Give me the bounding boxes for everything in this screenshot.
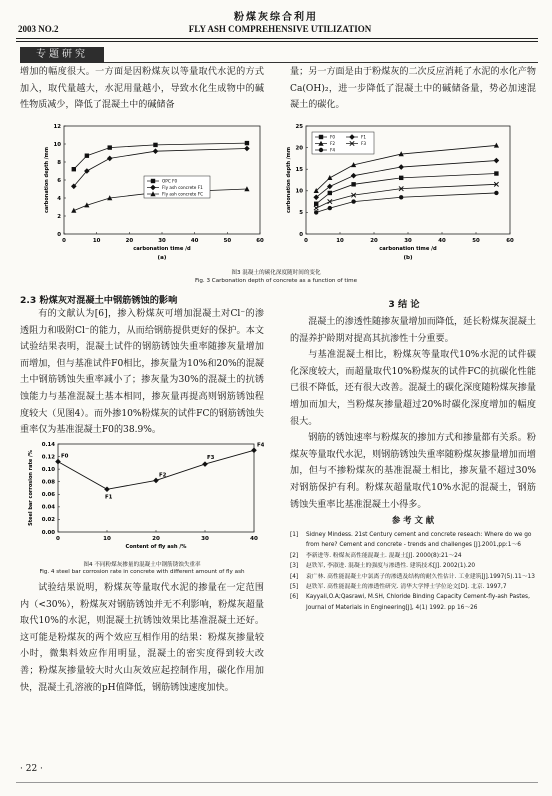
series-line xyxy=(316,161,496,198)
point-label: F2 xyxy=(159,472,167,479)
legend-marker xyxy=(151,179,155,183)
data-point xyxy=(85,154,89,158)
legend-label: OPC F0 xyxy=(162,178,178,184)
footer-rule xyxy=(16,782,538,783)
data-point xyxy=(494,143,499,148)
y-tick-label: 0.12 xyxy=(41,454,55,461)
series-line xyxy=(74,143,247,169)
data-point xyxy=(153,478,159,484)
point-label: F0 xyxy=(61,453,69,460)
references-list xyxy=(290,530,536,613)
legend-label: F3 xyxy=(361,141,367,147)
reference-number: [5] xyxy=(290,584,299,591)
y-tick-label: 0 xyxy=(57,231,61,238)
reference-number: [4] xyxy=(290,573,299,580)
reference-item xyxy=(290,592,536,613)
fig3b-chart xyxy=(282,118,518,266)
y-tick-label: 10 xyxy=(295,188,303,195)
y-tick-label: 25 xyxy=(295,123,303,130)
legend-marker xyxy=(319,148,323,152)
section-3-heading: 3 结 论 xyxy=(388,299,420,310)
data-point xyxy=(72,167,76,171)
data-point xyxy=(351,182,355,186)
conclusions-body: 混凝土的渗透性随掺灰量增加而降低，延长粉煤灰混凝土的湿养护龄期对提高其抗渗性十分重要。 与基准混凝土相比，粉煤灰等量取代10%水泥的试件碳化深度较大，而超量取代10%粉煤灰的试件FC的抗碳化性能已很不降低，还有很大改善。混凝土的碳化深度随粉煤灰掺量增加而加大，当粉煤灰掺量超过20%时碳化深度增加的幅度很大。 钢筋的锈蚀速率与粉煤灰的掺加方式和掺量都有关系。粉煤灰等量取代水泥，则钢筋锈蚀失重率随粉煤灰掺量增加而增加，但与不掺粉煤灰的基准混凝土相比，掺灰量不超过30%对钢筋保护有利。粉煤灰超量取代10%水泥的混凝土，钢筋锈蚀失重率比基准混凝土小得多。 xyxy=(290,317,536,510)
data-point xyxy=(314,210,318,214)
legend-label: F0 xyxy=(330,134,336,140)
y-tick-label: 2 xyxy=(57,213,61,220)
panel-label: (a) xyxy=(157,255,167,261)
y-tick-label: 0.14 xyxy=(41,441,55,448)
fig3a-chart xyxy=(40,118,268,266)
y-axis-label: Steel bar corrosion rate /% xyxy=(28,450,34,526)
data-point xyxy=(399,195,403,199)
data-point xyxy=(399,176,403,180)
x-tick-label: 0 xyxy=(304,238,308,244)
fig4-chart xyxy=(18,438,264,556)
fig4-caption-en: Fig. 4 steel bar corrosion rate in concrete with different amount of fly ash xyxy=(39,569,245,575)
reference-text: Sidney Mindess. 21st Century cement and concrete reseach: Where do we go from here? Cement and concrete - trends and challenges [J].2001,pp:1～6 xyxy=(306,532,532,549)
data-point xyxy=(55,459,61,465)
data-point xyxy=(494,158,500,164)
x-tick-label: 40 xyxy=(250,536,258,542)
data-point xyxy=(314,206,318,210)
y-tick-label: 0.04 xyxy=(41,504,55,511)
panel-label: (b) xyxy=(403,255,413,261)
data-point xyxy=(328,206,332,210)
y-tick-label: 10 xyxy=(53,141,61,148)
reference-number: [1] xyxy=(290,532,299,538)
x-tick-label: 20 xyxy=(370,238,378,244)
y-tick-label: 12 xyxy=(53,123,61,130)
point-label: F3 xyxy=(207,455,215,462)
reference-item xyxy=(290,530,536,551)
y-tick-label: 0.00 xyxy=(41,529,55,536)
page-number: · 22 · xyxy=(20,764,43,774)
point-label: F1 xyxy=(105,494,113,501)
x-axis-label: carbonation time /d xyxy=(133,246,191,252)
section-2-3-heading: 2.3 粉煤灰对混凝土中钢筋锈蚀的影响 xyxy=(20,295,178,306)
top-left-paragraph: 增加的幅度很大。一方面是因粉煤灰以等量取代水泥的方式加入，取代量越大，水泥用量越小，导致水化生成物中的碱性物质减少，降低了混凝土中的碱储备 xyxy=(20,67,264,111)
data-point xyxy=(71,208,76,213)
series-line xyxy=(316,193,496,212)
y-tick-label: 20 xyxy=(295,145,303,152)
data-point xyxy=(107,156,113,162)
reference-item xyxy=(290,551,536,561)
data-point xyxy=(244,146,250,152)
x-tick-label: 0 xyxy=(56,536,60,542)
fig4-caption-cn: 图4 不同粉煤灰掺量的混凝土中钢筋锈蚀失重率 xyxy=(83,562,201,568)
x-tick-label: 10 xyxy=(92,238,101,244)
data-point xyxy=(153,143,157,147)
data-point xyxy=(251,447,257,453)
data-point xyxy=(328,191,332,195)
point-label: F4 xyxy=(257,442,264,449)
reference-item xyxy=(290,582,536,592)
data-point xyxy=(104,486,110,492)
header-rule xyxy=(16,38,538,39)
reference-text: 袁广林. 高性能混凝土中氯离子的渗透及结构的耐久性估计. 工业建筑[J].1997(5).11～13 xyxy=(306,573,535,580)
data-point xyxy=(328,199,332,203)
series-line xyxy=(58,450,254,489)
y-tick-label: 4 xyxy=(57,195,61,202)
fig3-caption-cn: 图3 混凝土的碳化深度随时间的变化 xyxy=(231,270,321,276)
y-tick-label: 5 xyxy=(299,210,303,217)
section-badge: 专题研究 xyxy=(20,47,104,63)
y-tick-label: 0.06 xyxy=(41,492,55,499)
data-point xyxy=(108,145,112,149)
journal-title-cn: 粉煤灰综合利用 xyxy=(234,12,318,23)
journal-title-en: FLY ASH COMPREHENSIVE UTILIZATION xyxy=(188,24,372,34)
reference-item xyxy=(290,561,536,571)
data-point xyxy=(314,202,318,206)
x-tick-label: 50 xyxy=(472,238,480,244)
y-tick-label: 6 xyxy=(57,177,61,184)
y-tick-label: 0.02 xyxy=(41,517,55,524)
x-tick-label: 10 xyxy=(103,536,111,542)
x-tick-label: 20 xyxy=(125,238,134,244)
y-tick-label: 0.08 xyxy=(41,479,55,486)
data-point xyxy=(398,164,404,170)
data-point xyxy=(327,175,332,180)
data-point xyxy=(351,173,357,179)
x-tick-label: 20 xyxy=(152,536,160,542)
issue-number: 2003 NO.2 xyxy=(18,24,59,34)
x-tick-label: 60 xyxy=(506,238,514,244)
reference-text: 赵铁军. 高性能混凝土的渗透性研究. 清华大学博士学位论文[D]. 北京. 1997,7 xyxy=(306,584,507,591)
x-axis-label: Content of fly ash /% xyxy=(125,544,187,550)
x-tick-label: 40 xyxy=(190,238,199,244)
data-point xyxy=(494,171,498,175)
data-point xyxy=(351,199,355,203)
section-2-3-body: 有的文献认为[6]，掺入粉煤灰可增加混凝土对Cl⁻的渗透阻力和吸附Cl⁻的能力，从而给钢筋提供更好的保护。本文试验结果表明，混凝土试件的钢筋锈蚀失重率随掺灰量增加而增加，但与基准试件F0相比，掺灰量为10%和20%的混凝土中钢筋锈蚀失重率减小了；掺灰量为30%的混凝土的抗锈蚀能力与基准混凝土基本相同，掺灰量再提高则钢筋锈蚀程度较大（见图4）。而外掺10%粉煤灰的试件FC的钢筋锈蚀失重率仅为基准混凝土F0的38.9%。 xyxy=(20,309,264,436)
plot-frame xyxy=(58,444,254,532)
y-tick-label: 8 xyxy=(57,159,61,166)
x-tick-label: 10 xyxy=(336,238,344,244)
section-2-3-body-continued: 试验结果说明，粉煤灰等量取代水泥的掺量在一定范围内（<30%），粉煤灰对钢筋锈蚀并无不利影响，粉煤灰超量取代10%的水泥，则混凝土抗锈蚀效果比基准混凝土还好。这可能是粉煤灰的两个效应互相作用的结果：粉煤灰掺量较小时，微集料效应作用明显，混凝土的密实度得到较大改善；粉煤灰掺量较大时火山灰效应起控制作用，碳化作用加快，混凝土孔溶液的pH值降低，钢筋锈蚀速度加快。 xyxy=(20,583,264,693)
y-tick-label: 0 xyxy=(299,231,303,238)
data-point xyxy=(494,191,498,195)
legend-label: F2 xyxy=(330,141,336,147)
fig3-caption-en: Fig. 3 Carbonation depth of concrete as a function of time xyxy=(194,278,358,284)
reference-item xyxy=(290,572,536,582)
y-axis-label: carbonation depth /mm xyxy=(286,146,292,214)
legend-label: F1 xyxy=(361,134,367,140)
badge-rule xyxy=(104,62,538,63)
legend-marker xyxy=(319,135,323,139)
data-point xyxy=(202,461,208,467)
x-tick-label: 0 xyxy=(62,238,66,244)
y-tick-label: 0.10 xyxy=(41,466,55,473)
data-point xyxy=(245,141,249,145)
x-tick-label: 30 xyxy=(158,238,166,244)
reference-number: [6] xyxy=(290,594,299,601)
reference-text: 李新进等. 粉煤灰高性能混凝土. 混凝土[J]. 2000(8):21～24 xyxy=(306,552,462,559)
x-axis-label: carbonation time /d xyxy=(379,246,437,252)
legend-label: F4 xyxy=(330,147,336,153)
x-tick-label: 30 xyxy=(404,238,412,244)
x-tick-label: 30 xyxy=(201,536,209,542)
reference-number: [3] xyxy=(290,563,299,570)
reference-text: 赵铁军, 李淑进. 混凝土的强度与渗透性. 建筑技术[J]. 2002(1).20 xyxy=(306,563,476,570)
legend-label: Fly ash concrete F1 xyxy=(162,185,203,191)
legend-label: Fly ash concrete FC xyxy=(162,191,204,197)
x-tick-label: 50 xyxy=(223,238,232,244)
data-point xyxy=(153,148,159,154)
header-rule-thin xyxy=(16,41,538,42)
y-axis-label: carbonation depth /mm xyxy=(44,146,50,214)
x-tick-label: 40 xyxy=(438,238,446,244)
reference-number: [2] xyxy=(290,552,299,559)
top-right-paragraph: 量；另一方面是由于粉煤灰的二次反应消耗了水泥的水化产物Ca(OH)₂，进一步降低了混凝土中的碱储备量，势必加速混凝土的碳化。 xyxy=(290,67,536,111)
y-tick-label: 15 xyxy=(295,167,303,173)
references-heading: 参 考 文 献 xyxy=(391,515,435,525)
x-tick-label: 60 xyxy=(256,238,264,244)
reference-text: Kayyali,O.A;Qasrawi, M.SH, Chloride Binding Capacity Cement-fly-ash Pastes, Journal of Materials in Engineering[J], 4(1) 1992. pp 16～26 xyxy=(306,594,530,611)
